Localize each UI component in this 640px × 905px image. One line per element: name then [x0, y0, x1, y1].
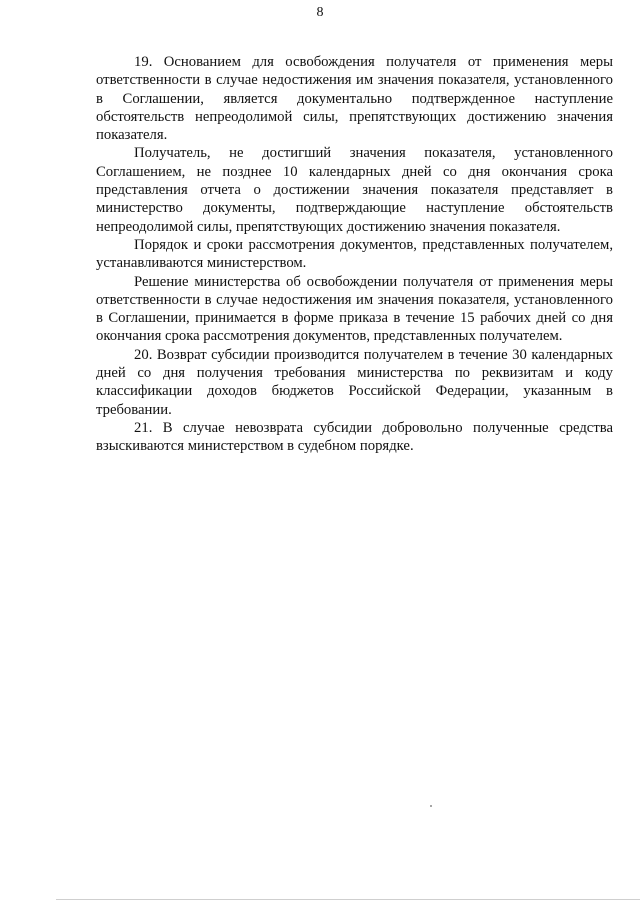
paragraph-review-procedure: Порядок и сроки рассмотрения документов, представленных получателем, устанавливаются министерством. — [96, 236, 613, 272]
paragraph-19: 19. Основанием для освобождения получателя от применения меры ответственности в случае недостижения им значения показателя, установленного в Соглашении, является документально подтвержденное наступление обстоятельств непреодолимой силы, препятствующих достижению значения показателя. — [96, 54, 613, 144]
scan-edge-line — [56, 899, 640, 900]
paragraph-21: 21. В случае невозврата субсидии добровольно полученные средства взыскиваются министерством в судебном порядке. — [96, 419, 613, 455]
scan-speck — [430, 805, 432, 807]
paragraph-exemption-decision: Решение министерства об освобождении получателя от применения меры ответственности в случае недостижения им значения показателя, установленного в Соглашении, принимается в форме приказа в течение 15 рабочих дней со дня окончания срока рассмотрения документов, представленных получателем. — [96, 273, 613, 345]
paragraph-failure-notice: Получатель, не достигший значения показателя, установленного Соглашением, не позднее 10 календарных дней со дня окончания срока представления отчета о достижении значения показателя представляет в министерство документы, подтверждающие наступление обстоятельств непреодолимой силы, препятствующих достижению значения показателя. — [96, 145, 613, 235]
paragraph-20: 20. Возврат субсидии производится получателем в течение 30 календарных дней со дня получения требования министерства по реквизитам и коду классификации доходов бюджетов Российской Федерации, указанным в требовании. — [96, 346, 613, 418]
page-number: 8 — [316, 5, 324, 20]
document-body — [96, 53, 613, 456]
